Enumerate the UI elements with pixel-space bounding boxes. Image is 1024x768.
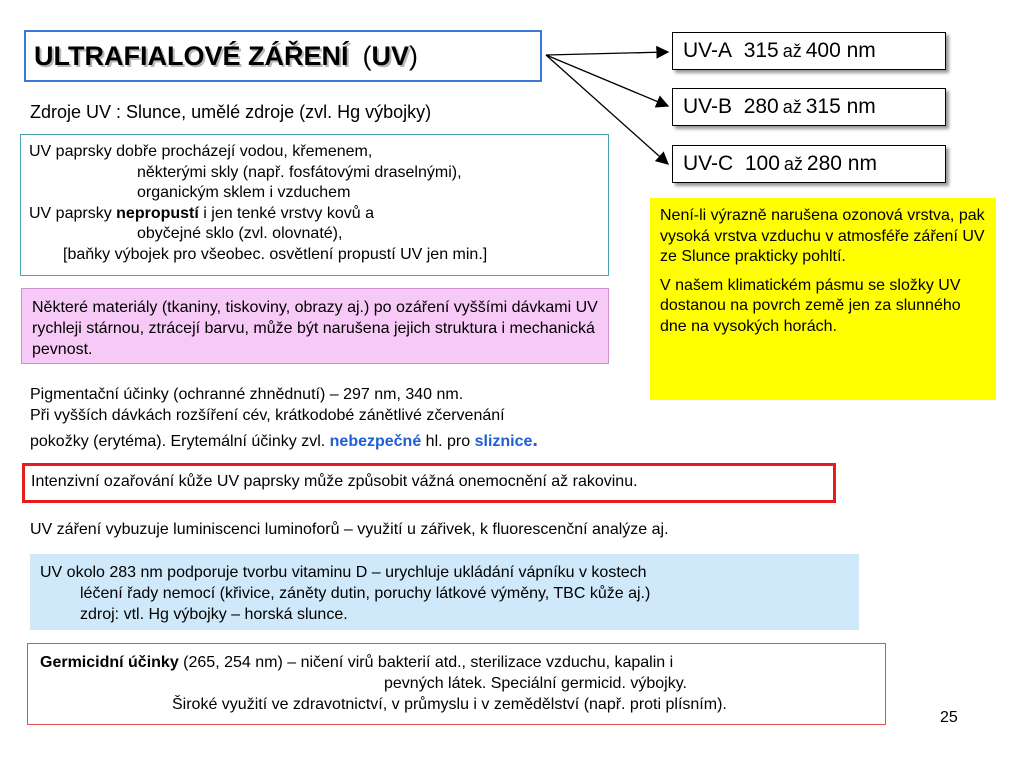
vitamin-line: UV okolo 283 nm podporuje tvorbu vitaminu D – urychluje ukládání vápníku v kostech [40, 564, 647, 581]
materials-text: Některé materiály (tkaniny, tiskoviny, obrazy aj.) po ozáření vyššími dávkami UV rychleji stárnou, ztrácejí barvu, může být narušena jejich struktura i mechanická pevnost. [32, 299, 598, 358]
band-to: 280 nm [806, 152, 877, 175]
page-number: 25 [940, 709, 958, 726]
text-span: i jen tenké vrstvy kovů a [198, 204, 374, 222]
transmission-line: organickým sklem i vzduchem [137, 184, 351, 201]
vitamin-line: léčení řady nemocí (křivice, záněty dutin, poruchy látkové výměny, TBC kůže aj.) [80, 585, 651, 602]
germicid-box [27, 643, 886, 725]
title-box [24, 30, 542, 82]
text-span: pokožky (erytéma). Erytemální účinky zvl. [30, 433, 330, 450]
germicid-line [40, 652, 873, 673]
text-span: hl. pro [421, 433, 475, 450]
pigment-line [30, 430, 538, 452]
emphasis-text: sliznice [474, 433, 533, 450]
text-span: UV paprsky [29, 204, 117, 222]
arrow-uv-a [546, 52, 668, 55]
uv-band-a [672, 32, 946, 70]
title-abbr [362, 41, 418, 72]
luminescence-text: UV záření vybuzuje luminiscenci luminoforů – využití u zářivek, k fluorescenční analýze aj. [30, 521, 669, 538]
ozone-text-2: V našem klimatickém pásmu se složky UV dostanou na povrch země jen za slunného dne na vysokých horách. [660, 276, 961, 335]
transmission-line: [baňky výbojek pro všeobec. osvětlení propustí UV jen min.] [63, 245, 488, 263]
band-to: 400 nm [805, 39, 876, 62]
arrow-uv-b [546, 55, 668, 106]
band-to-word: až [782, 40, 802, 61]
ozone-box [650, 198, 996, 400]
band-from: 315 [743, 39, 779, 62]
germicid-line: pevných látek. Speciální germicid. výbojky. [384, 675, 687, 692]
emphasis-text: nepropustí [116, 204, 199, 222]
vitamin-box [30, 554, 859, 630]
band-to-word: až [783, 153, 803, 174]
band-to-word: až [782, 96, 802, 117]
warning-box [22, 463, 836, 503]
ozone-text-1: Není-li výrazně narušena ozonová vrstva, pak vysoká vrstva vzduchu v atmosféře záření UV ze Slunce prakticky pohltí. [660, 207, 985, 265]
title-abbr-text: UV [371, 40, 409, 71]
uv-band-c [672, 145, 946, 183]
emphasis-text: nebezpečné [329, 433, 422, 450]
transmission-line [29, 204, 600, 225]
band-from: 280 [743, 95, 779, 118]
uv-band-b [672, 88, 946, 126]
transmission-line: UV paprsky dobře procházejí vodou, křemenem, [29, 143, 373, 160]
page-title: ULTRAFIALOVÉ ZÁŘENÍ [34, 40, 349, 71]
pigment-line: Při vyšších dávkách rozšíření cév, krátkodobé zánětlivé zčervenání [30, 407, 505, 424]
text-span: . [532, 429, 538, 451]
vitamin-line: zdroj: vtl. Hg výbojky – horská slunce. [80, 606, 348, 623]
transmission-line: některými skly (např. fosfátovými draselnými), [137, 163, 462, 181]
title-close-paren: ) [409, 40, 418, 71]
transmission-box [20, 134, 609, 276]
band-label: UV-C [683, 152, 734, 175]
germicid-line: Široké využití ve zdravotnictví, v průmyslu i v zemědělství (např. proti plísním). [172, 696, 727, 713]
pigment-text [30, 384, 538, 452]
warning-text: Intenzivní ozařování kůže UV paprsky může způsobit vážná onemocnění až rakovinu. [31, 473, 638, 490]
band-label: UV-A [683, 39, 733, 62]
text-span: (265, 254 nm) – ničení virů bakterií atd., sterilizace vzduchu, kapalin i [178, 654, 674, 671]
uv-sources: Zdroje UV : Slunce, umělé zdroje (zvl. Hg výbojky) [30, 102, 432, 122]
pigment-line: Pigmentační účinky (ochranné zhnědnutí) – 297 nm, 340 nm. [30, 386, 464, 403]
materials-box [21, 288, 609, 364]
transmission-line: obyčejné sklo (zvl. olovnaté), [137, 225, 343, 242]
germicid-heading: Germicidní účinky [40, 654, 179, 671]
band-from: 100 [744, 152, 780, 175]
band-label: UV-B [683, 95, 733, 118]
band-to: 315 nm [805, 95, 876, 118]
title-open-paren: ( [362, 40, 372, 71]
